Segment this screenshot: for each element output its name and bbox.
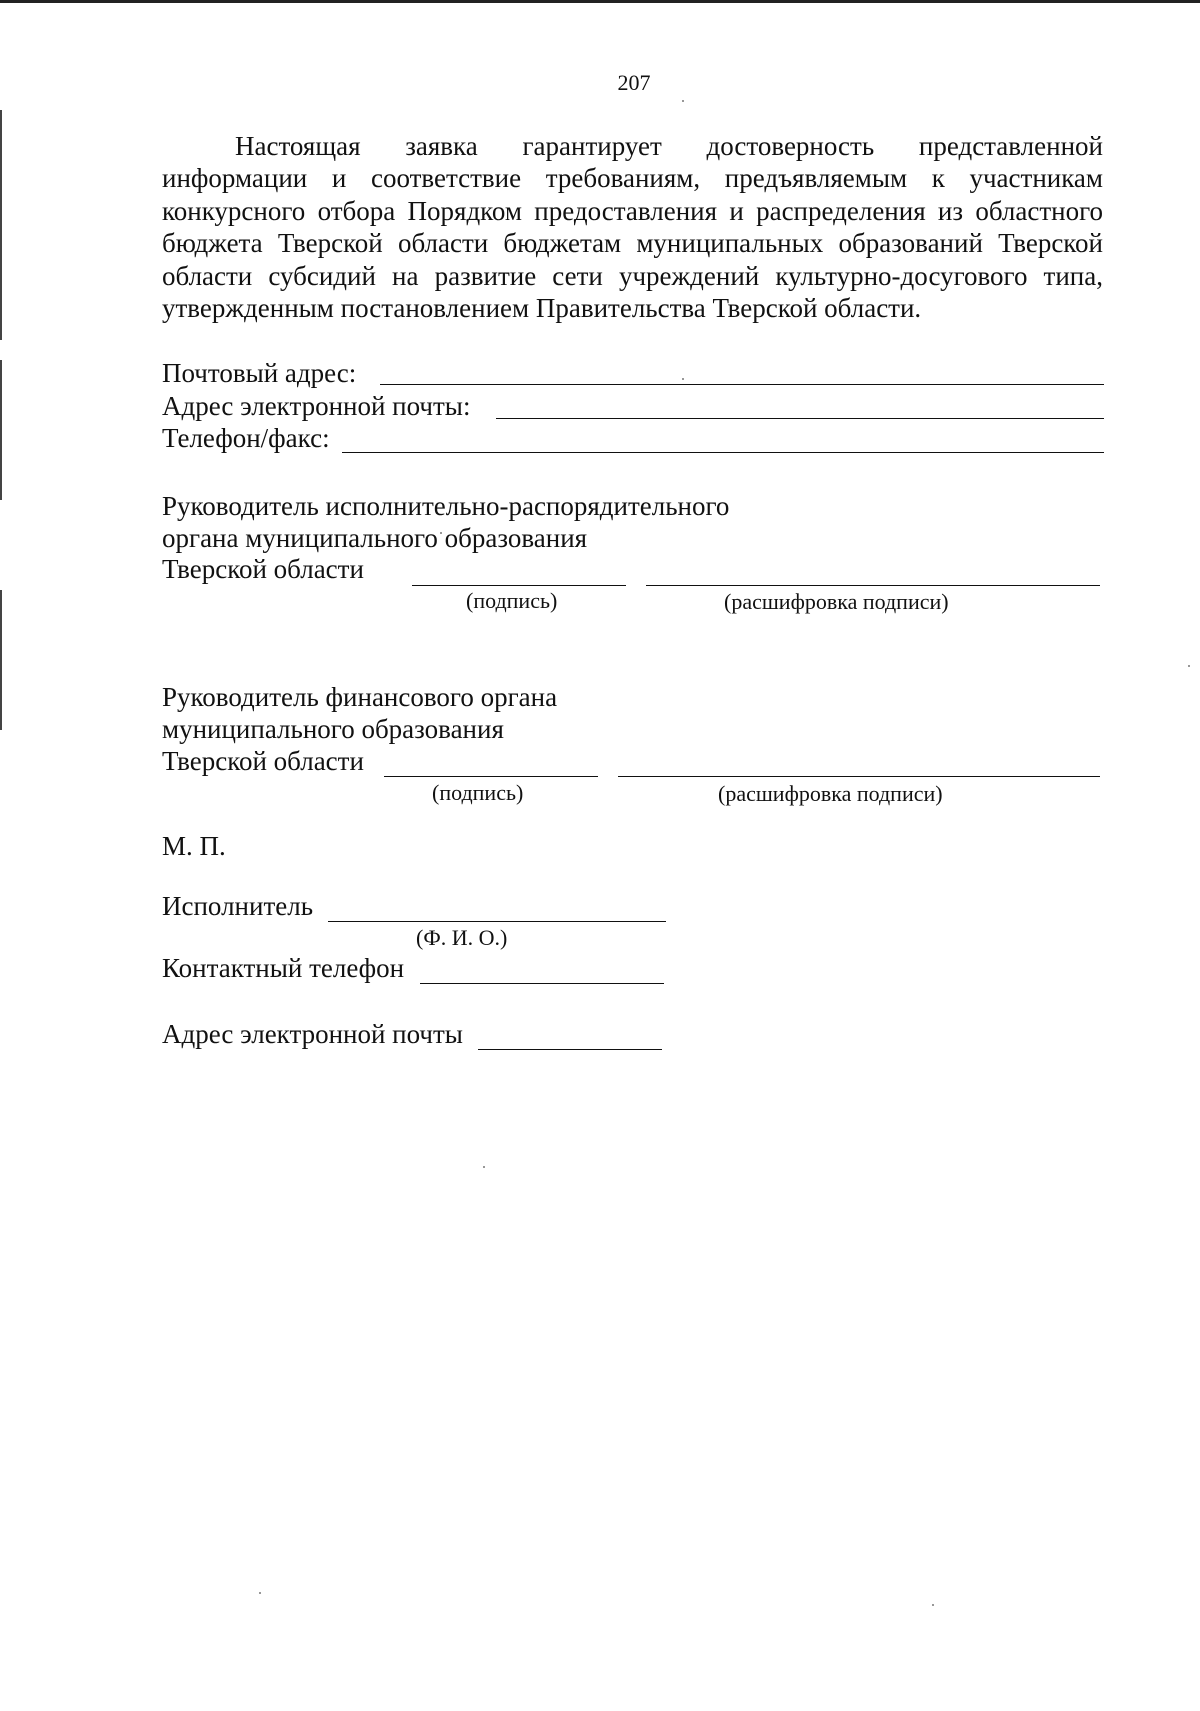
phone-fax-field[interactable] [342, 452, 1104, 453]
finance-head-line1: Руководитель финансового органа [162, 682, 558, 712]
contact-phone-label: Контактный телефон [162, 953, 405, 983]
declaration-paragraph [162, 130, 1103, 324]
scan-speck [259, 1592, 261, 1594]
finance-head-line2: муниципального образования [162, 714, 504, 744]
executor-name-field[interactable] [328, 921, 666, 922]
executive-signature-caption: (подпись) [466, 588, 558, 613]
scan-speck [682, 100, 684, 102]
executive-head-line2: органа муниципального образования [162, 523, 588, 553]
executive-decryption-field[interactable] [646, 585, 1100, 586]
executor-email-label: Адрес электронной почты [162, 1019, 463, 1049]
scan-speck [483, 1166, 485, 1168]
paragraph-line: утвержденным постановлением Правительства Тверской области. [162, 292, 922, 323]
scan-margin-mark [0, 360, 2, 500]
email-label: Адрес электронной почты: [162, 391, 471, 421]
scan-margin-mark [0, 110, 2, 340]
executor-email-field[interactable] [478, 1049, 662, 1050]
finance-signature-field[interactable] [384, 776, 598, 777]
executive-head-line1: Руководитель исполнительно-распорядительного [162, 491, 730, 521]
postal-address-field[interactable] [380, 384, 1104, 385]
postal-address-label: Почтовый адрес: [162, 358, 357, 388]
seal-place: М. П. [162, 831, 226, 861]
finance-signature-caption: (подпись) [432, 780, 524, 805]
finance-decryption-field[interactable] [618, 776, 1100, 777]
email-field[interactable] [496, 418, 1104, 419]
scan-speck [682, 378, 684, 380]
executive-signature-field[interactable] [412, 585, 626, 586]
contact-phone-field[interactable] [420, 983, 664, 984]
executive-decryption-caption: (расшифровка подписи) [724, 589, 949, 614]
paragraph-line: бюджета Тверской области бюджетам муниципальных образований Тверской [162, 228, 1103, 259]
paragraph-line: информации и соответствие требованиям, предъявляемым к участникам [162, 163, 1103, 194]
executor-label: Исполнитель [162, 891, 314, 921]
executor-name-caption: (Ф. И. О.) [416, 925, 508, 950]
scan-speck [932, 1604, 934, 1606]
executive-head-line3: Тверской области [162, 554, 364, 584]
finance-head-line3: Тверской области [162, 746, 364, 776]
finance-decryption-caption: (расшифровка подписи) [718, 781, 943, 806]
scan-margin-mark [0, 590, 2, 730]
phone-fax-label: Телефон/факс: [162, 423, 330, 453]
paragraph-line: области субсидий на развитие сети учреждений культурно-досугового типа, [162, 260, 1103, 291]
scan-speck [1188, 665, 1190, 667]
scan-top-edge [0, 0, 1200, 3]
paragraph-line: конкурсного отбора Порядком предоставления и распределения из областного [162, 195, 1103, 226]
paragraph-line: Настоящая заявка гарантирует достоверность представленной [235, 131, 1103, 161]
page-number: 207 [617, 70, 651, 95]
